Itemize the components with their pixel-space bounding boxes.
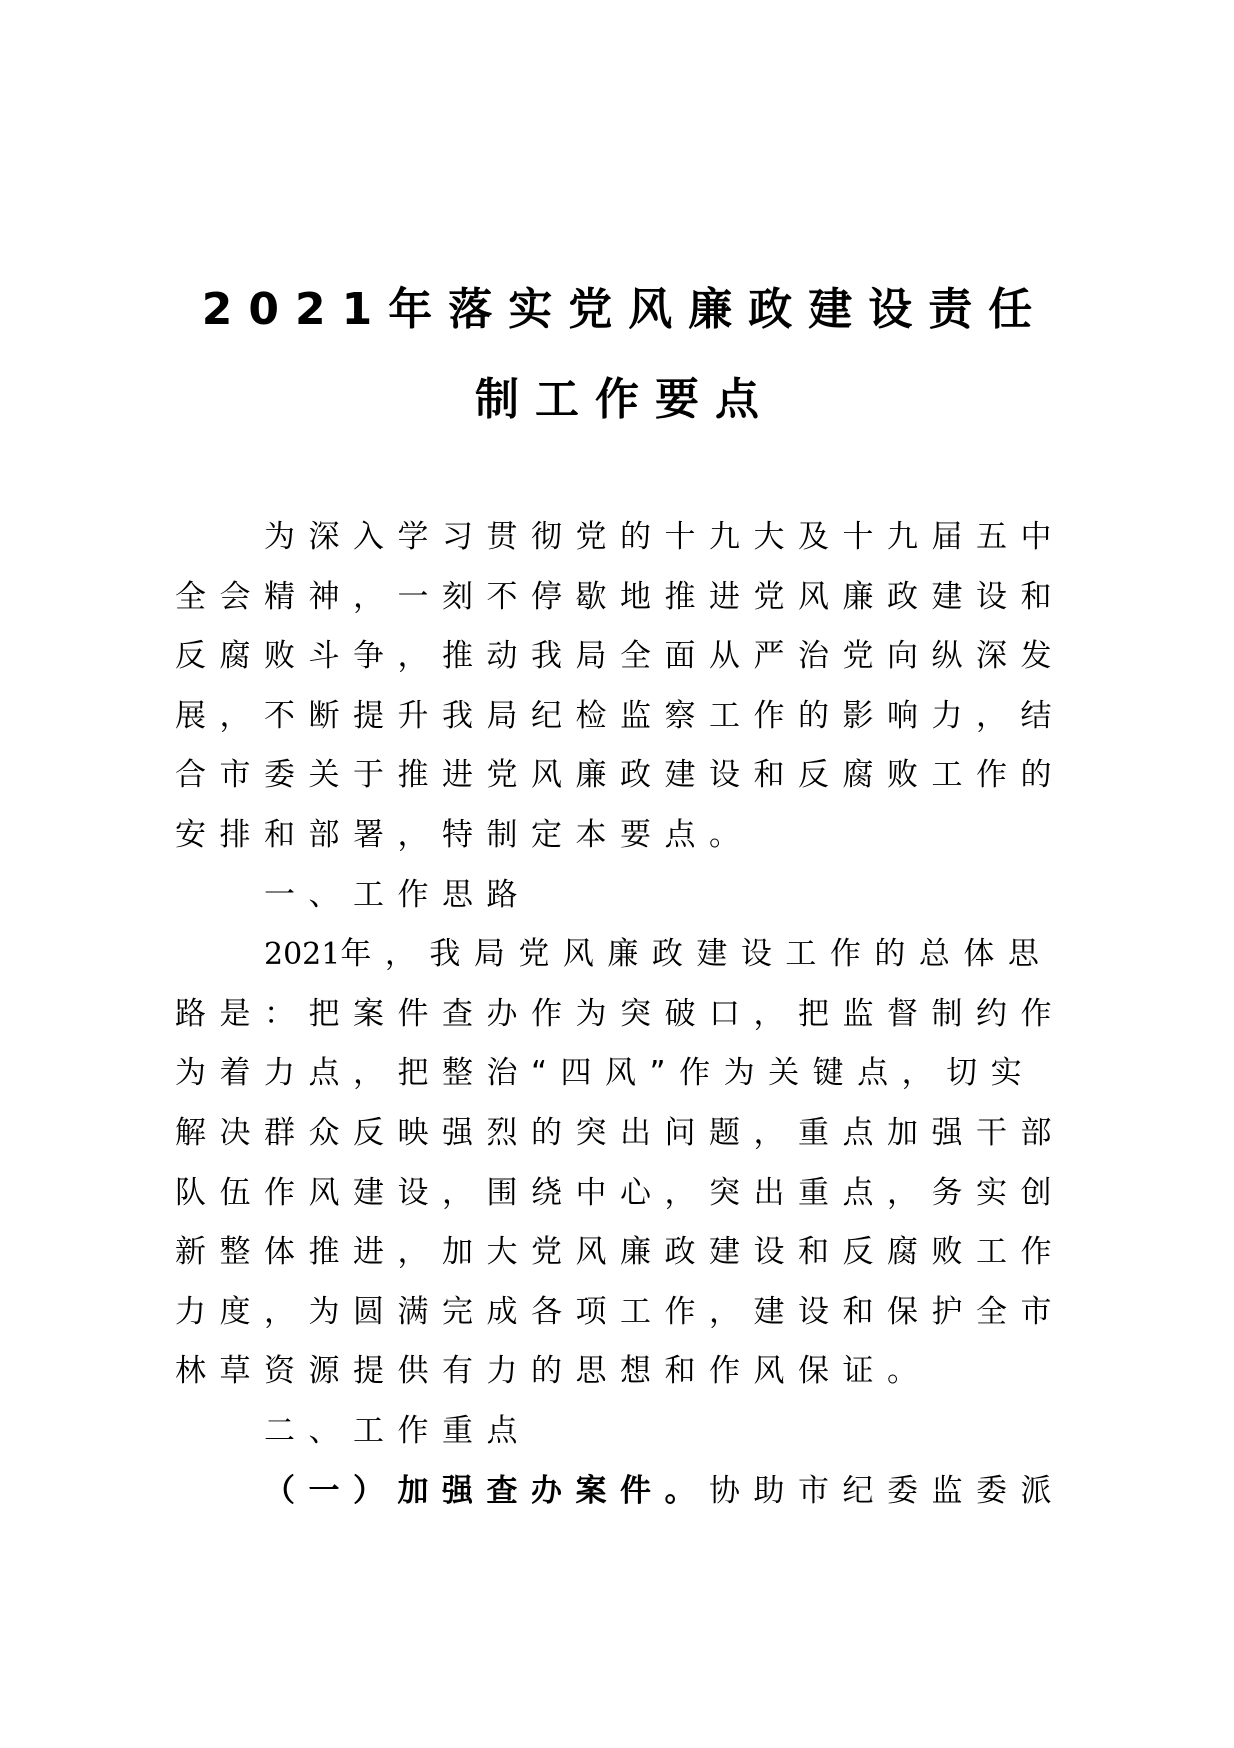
section-1-heading: 一、工作思路: [264, 876, 531, 913]
section-1-paragraph: [175, 925, 1075, 1402]
intro-paragraph: 为深入学习贯彻党的十九大及十九届五中全会精神，一刻不停歇地推进党风廉政建设和反腐败斗争，推动我局全面从严治党向纵深发展，不断提升我局纪检监察工作的影响力，结合市委关于推进党风廉政建设和反腐败工作的安排和部署，特制定本要点。: [175, 519, 1065, 853]
section-2-item-1-label: （一）加强查办案件。: [264, 1472, 709, 1509]
section-1-text: 年，我局党风廉政建设工作的总体思路是：把案件查办作为突破口，把监督制约作为着力点，把整治“四风”作为关键点，切实解决群众反映强烈的突出问题，重点加强干部队伍作风建设，围绕中心，突出重点，务实创新整体推进，加大党风廉政建设和反腐败工作力度，为圆满完成各项工作，建设和保护全市林草资源提供有力的思想和作风保证。: [175, 936, 1065, 1390]
document-title-line-2: 制工作要点: [475, 374, 775, 425]
section-2-item-1: [175, 1462, 1075, 1522]
section-2-heading: 二、工作重点: [264, 1412, 531, 1449]
document-title-line-1: 2021年落实党风廉政建设责任: [201, 284, 1049, 335]
section-2-item-1-text: 协助市纪委监委派: [709, 1472, 1065, 1509]
section-1-year: 2021: [264, 937, 341, 973]
document-body: [175, 508, 1075, 1521]
